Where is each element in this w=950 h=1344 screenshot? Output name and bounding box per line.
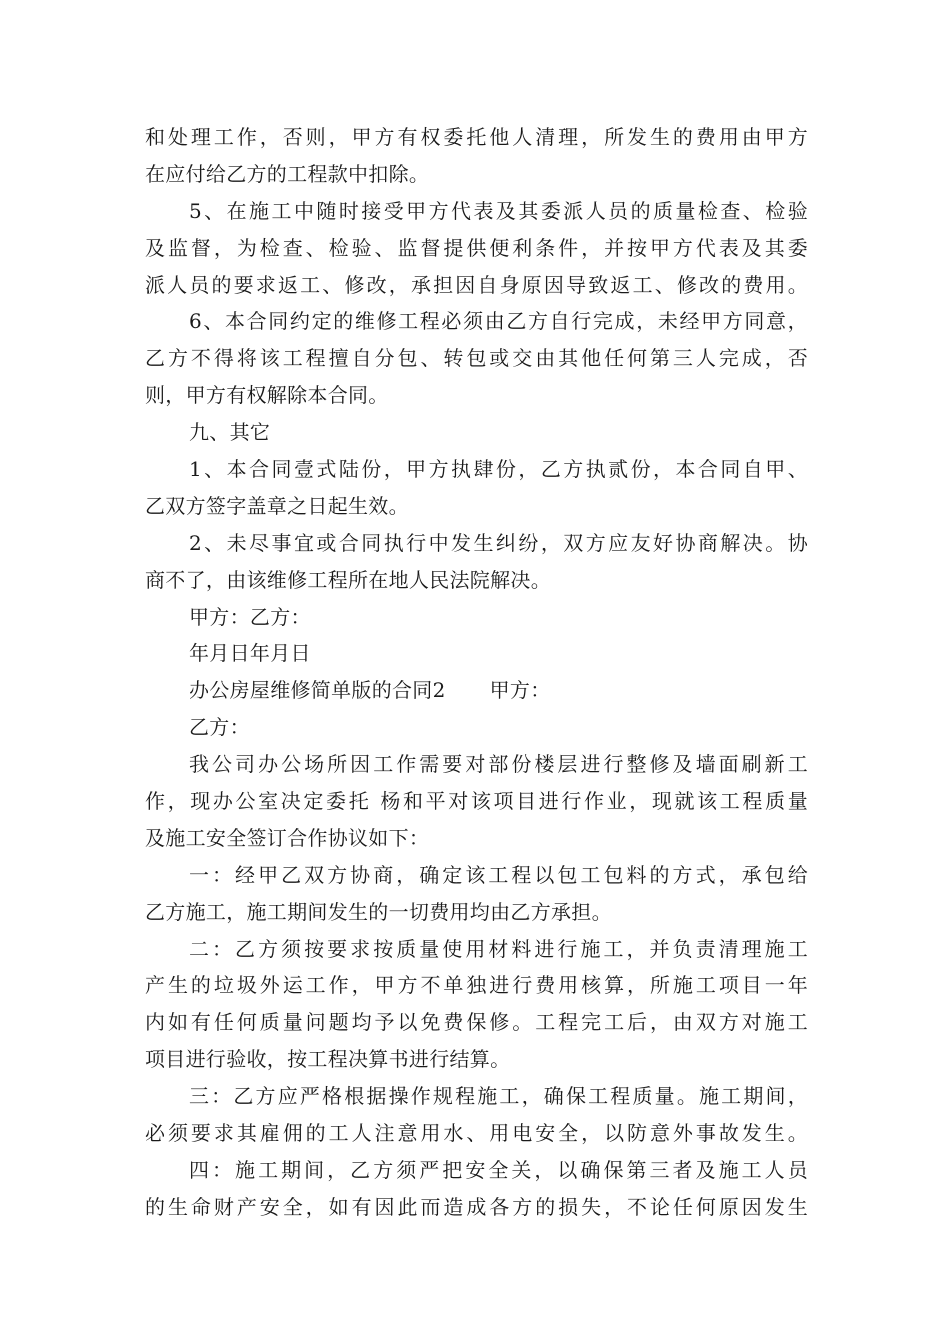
text-line: 作，现办公室决定委托 杨和平对该项目进行作业，现就该工程质量: [145, 789, 808, 814]
text-line: 乙方不得将该工程擅自分包、转包或交由其他任何第三人完成，否: [145, 346, 808, 371]
text-line: 及施工安全签订合作协议如下：: [145, 825, 430, 850]
party-b-label: 乙方：: [189, 715, 250, 740]
text-line: 的生命财产安全，如有因此而造成各方的损失，不论任何原因发生: [145, 1194, 808, 1219]
text-line: 乙双方签字盖章之日起生效。: [145, 493, 409, 518]
text-line: 2、未尽事宜或合同执行中发生纠纷，双方应友好协商解决。协: [189, 530, 808, 555]
section-heading: 九、其它: [189, 420, 271, 445]
text-line: 二：乙方须按要求按质量使用材料进行施工，并负责清理施工: [189, 936, 808, 961]
text-line: 在应付给乙方的工程款中扣除。: [145, 161, 430, 186]
text-line: 则，甲方有权解除本合同。: [145, 383, 389, 408]
text-line: 项目进行验收，按工程决算书进行结算。: [145, 1047, 511, 1072]
contract-title: 办公房屋维修简单版的合同2: [189, 678, 446, 703]
text-line: 及监督，为检查、检验、监督提供便利条件，并按甲方代表及其委: [145, 235, 808, 260]
date-line: 年月日年月日: [189, 641, 311, 666]
text-line: 乙方施工，施工期间发生的一切费用均由乙方承担。: [145, 899, 612, 924]
signature-line: 甲方：乙方：: [189, 604, 311, 629]
text-line: 四：施工期间，乙方须严把安全关，以确保第三者及施工人员: [189, 1157, 808, 1182]
text-line: 1、本合同壹式陆份，甲方执肆份，乙方执贰份，本合同自甲、: [189, 457, 808, 482]
text-line: 我公司办公场所因工作需要对部份楼层进行整修及墙面刷新工: [189, 752, 808, 777]
text-line: 内如有任何质量问题均予以免费保修。工程完工后，由双方对施工: [145, 1010, 808, 1035]
document-body: [145, 119, 808, 1226]
text-line: 和处理工作，否则，甲方有权委托他人清理，所发生的费用由甲方: [145, 125, 808, 149]
text-line: 必须要求其雇佣的工人注意用水、用电安全，以防意外事故发生。: [145, 1121, 808, 1146]
text-line: 5、在施工中随时接受甲方代表及其委派人员的质量检查、检验: [189, 198, 808, 223]
text-line: 派人员的要求返工、修改，承担因自身原因导致返工、修改的费用。: [145, 272, 808, 297]
text-line: 三：乙方应严格根据操作规程施工，确保工程质量。施工期间，: [189, 1084, 808, 1109]
contract-title-line: [145, 672, 808, 709]
text-line: 产生的垃圾外运工作，甲方不单独进行费用核算，所施工项目一年: [145, 973, 808, 998]
party-a-label: 甲方：: [489, 678, 551, 703]
text-line: 6、本合同约定的维修工程必须由乙方自行完成，未经甲方同意，: [189, 309, 808, 334]
text-line: 商不了，由该维修工程所在地人民法院解决。: [145, 567, 551, 592]
text-line: 一：经甲乙双方协商，确定该工程以包工包料的方式，承包给: [189, 862, 808, 887]
